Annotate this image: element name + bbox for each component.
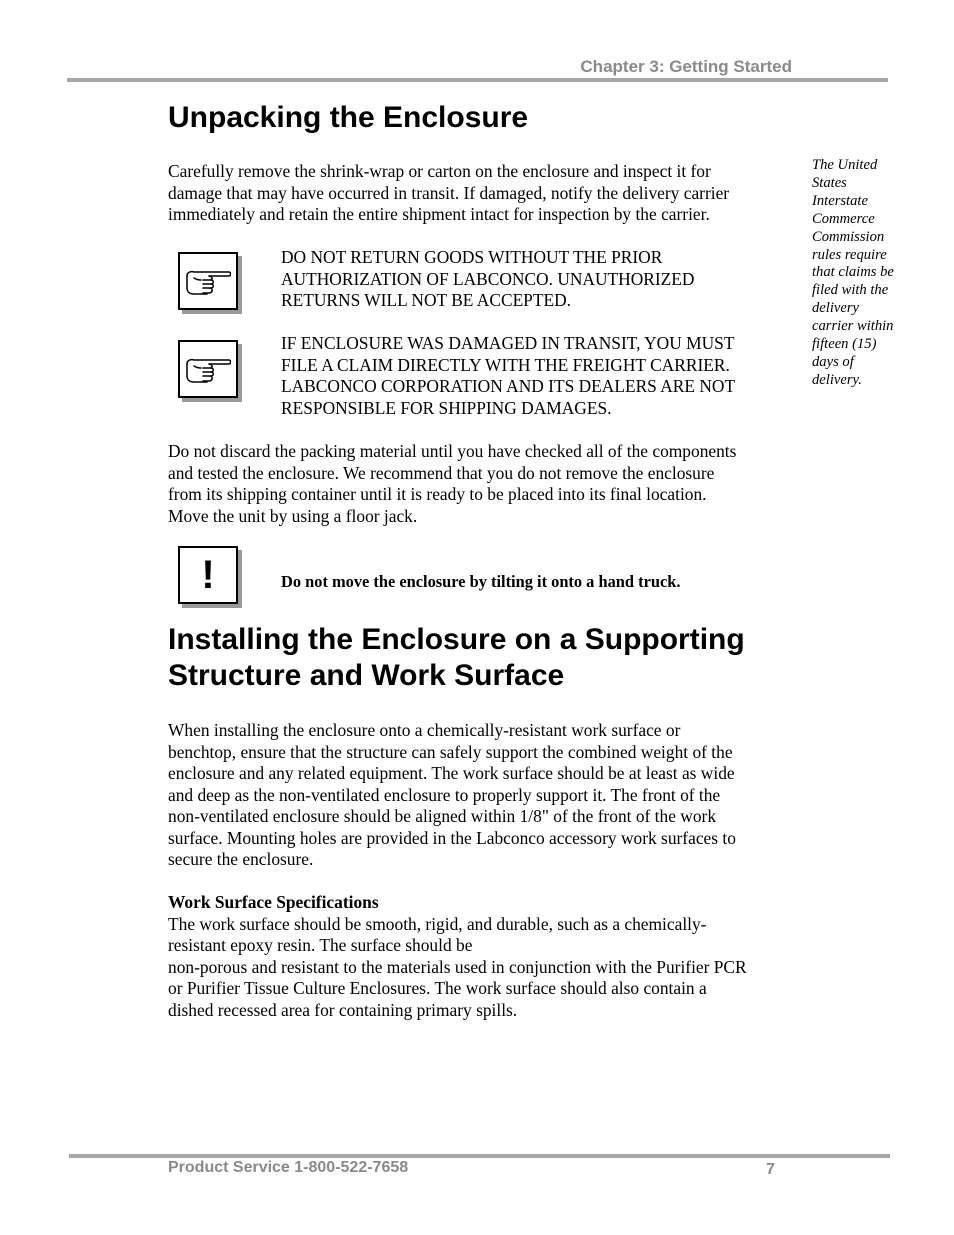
sidebar-line: carrier within — [812, 318, 894, 335]
packing-line: from its shipping container until it is ready to be placed into its final location. — [168, 484, 707, 504]
sidebar-line: The United — [812, 157, 878, 173]
sidebar-line: rules require — [812, 246, 887, 263]
chapter-header: Chapter 3: Getting Started — [580, 57, 792, 76]
spec-paragraph — [168, 892, 808, 1021]
body-line: secure the enclosure. — [168, 849, 314, 869]
note-line: LABCONCO CORPORATION AND ITS DEALERS ARE NOT — [281, 376, 736, 396]
intro-line: damage that may have occurred in transit. If damaged, notify the delivery carrier — [168, 182, 730, 203]
sidebar-line: that claims be — [812, 264, 894, 281]
caution-box — [178, 546, 238, 604]
note-line: RESPONSIBLE FOR SHIPPING DAMAGES. — [281, 397, 612, 418]
sidebar-note — [812, 157, 922, 390]
note-line: FILE A CLAIM DIRECTLY WITH THE FREIGHT CARRIER. — [281, 354, 730, 375]
spec-line: non-porous and resistant to the materials used in conjunction with the Purifier PCR — [168, 956, 747, 977]
exclamation-icon: ! — [201, 553, 215, 597]
intro-line: immediately and retain the entire shipment intact for inspection by the carrier. — [168, 204, 710, 224]
spec-heading: Work Surface Specifications — [168, 892, 379, 912]
intro-line: Carefully remove the shrink-wrap or carton on the enclosure and inspect it for — [168, 161, 711, 181]
note-box-2 — [178, 340, 238, 398]
footer-rule — [69, 1154, 890, 1158]
sidebar-line: Interstate — [812, 192, 868, 209]
body-line: and deep as the non-ventilated enclosure to properly support it. The front of the — [168, 784, 721, 805]
packing-paragraph — [168, 441, 798, 527]
note-1-text — [281, 247, 801, 312]
note-line: AUTHORIZATION OF LABCONCO. UNAUTHORIZED — [281, 268, 695, 289]
header-rule — [67, 78, 888, 82]
note-line: RETURNS WILL NOT BE ACCEPTED. — [281, 290, 572, 310]
section-title-unpacking: Unpacking the Enclosure — [168, 101, 529, 134]
sidebar-line: days of — [812, 353, 854, 370]
packing-line: and tested the enclosure. We recommend that you do not remove the enclosure — [168, 462, 715, 483]
sidebar-line: Commerce — [812, 210, 875, 227]
body-line: When installing the enclosure onto a chemically-resistant work surface or — [168, 720, 681, 740]
sidebar-line: filed with the — [812, 282, 889, 299]
spec-line: resistant epoxy resin. The surface should be — [168, 935, 473, 955]
sidebar-line: delivery — [812, 300, 859, 317]
title-line: Installing the Enclosure on a Supporting — [168, 623, 745, 656]
sidebar-line: delivery. — [812, 371, 862, 388]
body-line: non-ventilated enclosure should be aligned within 1/8" of the front of the work — [168, 806, 717, 826]
pointing-hand-icon — [185, 354, 231, 384]
installing-paragraph — [168, 720, 808, 871]
packing-line: Do not discard the packing material until you have checked all of the components — [168, 441, 737, 461]
page-number: 7 — [766, 1161, 775, 1178]
title-line: Structure and Work Surface — [168, 659, 565, 692]
sidebar-line: Commission — [812, 228, 885, 245]
note-2-text — [281, 333, 801, 419]
caution-text: Do not move the enclosure by tilting it onto a hand truck. — [281, 572, 681, 591]
spec-line: dished recessed area for containing primary spills. — [168, 999, 518, 1020]
section-title-installing — [168, 622, 745, 694]
sidebar-line: fifteen (15) — [812, 336, 877, 353]
product-service-footer: Product Service 1-800-522-7658 — [168, 1159, 409, 1176]
packing-line: Move the unit by using a floor jack. — [168, 505, 418, 526]
intro-paragraph — [168, 161, 798, 226]
spec-line: The work surface should be smooth, rigid, and durable, such as a chemically- — [168, 913, 707, 934]
pointing-hand-icon — [185, 266, 231, 296]
body-line: surface. Mounting holes are provided in the Labconco accessory work surfaces to — [168, 827, 736, 848]
note-line: IF ENCLOSURE WAS DAMAGED IN TRANSIT, YOU MUST — [281, 333, 735, 353]
note-box-1 — [178, 252, 238, 310]
note-line: DO NOT RETURN GOODS WITHOUT THE PRIOR — [281, 247, 663, 267]
body-line: enclosure and any related equipment. The work surface should be at least as wide — [168, 763, 735, 783]
body-line: benchtop, ensure that the structure can safely support the combined weight of the — [168, 741, 733, 762]
spec-line: or Purifier Tissue Culture Enclosures. The work surface should also contain a — [168, 978, 707, 998]
sidebar-line: States — [812, 174, 847, 191]
